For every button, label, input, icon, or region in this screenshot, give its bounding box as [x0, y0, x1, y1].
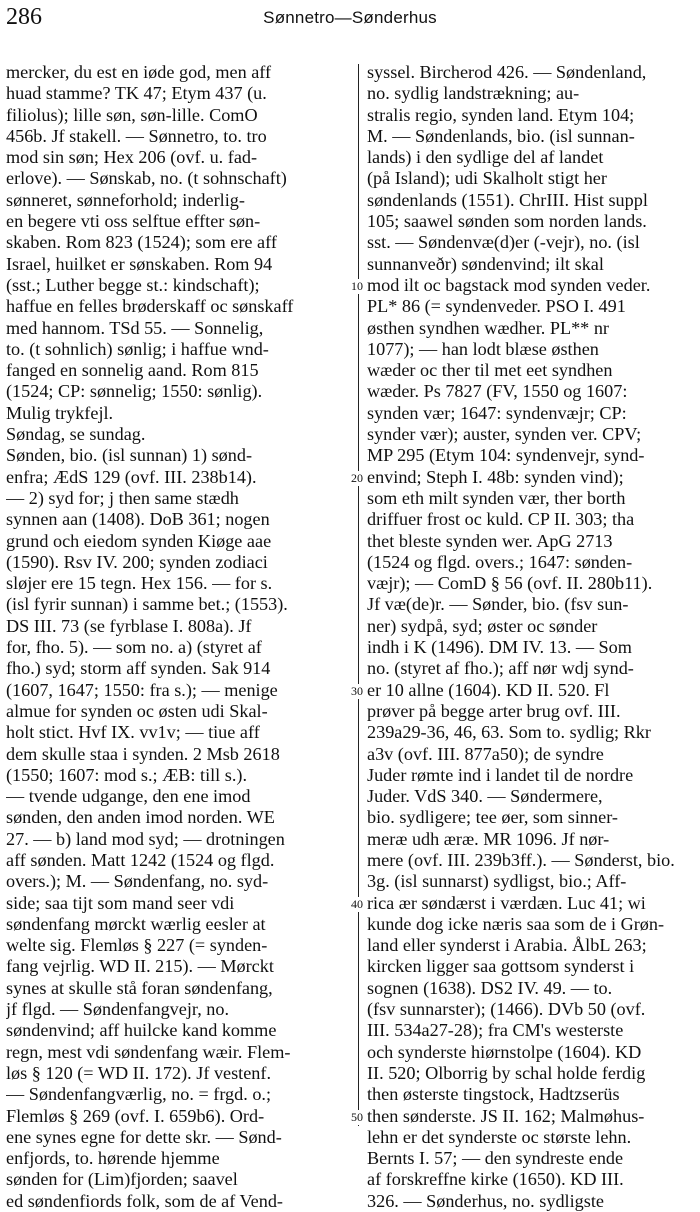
text-line: M. — Søndenlands, bio. (isl sunnan-: [367, 125, 635, 146]
text-line: stralis regio, synden land. Etym 104;: [367, 104, 635, 125]
text-line: thet bleste synden wer. ApG 2713: [367, 530, 613, 551]
text-line: Sønden, bio. (isl sunnan) 1) sønd-: [6, 445, 253, 466]
text-line: almue for synden oc østen udi Skal-: [6, 700, 268, 721]
text-line: sønneret, sønneforhold; inderlig-: [6, 189, 245, 210]
text-line: (på Island); udi Skalholt stigt her: [367, 168, 607, 189]
text-line: skaben. Rom 823 (1524); som ere aff: [6, 232, 277, 253]
text-line: driffuer frost oc kuld. CP II. 303; tha: [367, 509, 635, 530]
text-line: (1590). Rsv IV. 200; synden zodiaci: [6, 551, 268, 572]
text-line: rica ær søndærst i værdæn. Luc 41; wi: [367, 892, 646, 913]
text-line: overs.); M. — Søndenfang, no. syd-: [6, 871, 269, 892]
page-header: [0, 0, 700, 40]
text-line: envind; Steph I. 48b: synden vind);: [367, 466, 624, 487]
text-line: synder vær); auster, synden ver. CPV;: [367, 424, 642, 445]
text-line: Jf væ(de)r. — Sønder, bio. (fsv sun-: [367, 594, 629, 615]
text-line: lehn er det synderste oc største lehn.: [367, 1126, 632, 1147]
text-line: synden vær; 1647: syndenvæjr; CP:: [367, 402, 627, 423]
text-line: enfra; ÆdS 129 (ovf. III. 238b14).: [6, 466, 257, 487]
text-line: 239a29-36, 46, 63. Som to. sydlig; Rkr: [367, 722, 651, 743]
text-line: dem skulle staa i synden. 2 Msb 2618: [6, 743, 280, 764]
text-line: PL* 86 (= syndenveder. PSO I. 491: [367, 296, 626, 317]
text-line: then sønderste. JS II. 162; Malmøhus-: [367, 1105, 645, 1126]
text-line: land eller synderst i Arabia. ÅlbL 263;: [367, 935, 647, 956]
text-line: III. 534a27-28); fra CM's westerste: [367, 1020, 624, 1041]
text-line: enfjords, to. hørende hjemme: [6, 1148, 220, 1169]
text-line: filiolus); lille søn, søn-lille. ComO: [6, 104, 258, 125]
text-line: søndenvind; aff huilcke kand komme: [6, 1020, 277, 1041]
text-line: MP 295 (Etym 104: syndenvejr, synd-: [367, 445, 645, 466]
text-line: DS III. 73 (se fyrblase I. 808a). Jf: [6, 615, 252, 636]
text-line: indh i K (1496). DM IV. 13. — Som: [367, 637, 632, 658]
text-line: østhen syndhen wædher. PL** nr: [367, 317, 609, 338]
text-line: wæder oc ther til met eet syndhen: [367, 360, 613, 381]
text-line: ene synes egne for dette skr. — Sønd-: [6, 1126, 282, 1147]
text-line: fanged en sonnelig aand. Rom 815: [6, 360, 259, 381]
text-line: grund och eiedom synden Kiøge aae: [6, 530, 272, 551]
text-line: en begere vti oss selftue effter søn-: [6, 211, 261, 232]
text-line: a3v (ovf. III. 877a50); de syndre: [367, 743, 604, 764]
text-line: 27. — b) land mod syd; — drotningen: [6, 828, 285, 849]
text-line: (1607, 1647; 1550: fra s.); — menige: [6, 679, 278, 700]
text-line: bio. sydligere; tee øer, som sinner-: [367, 807, 618, 828]
text-line: kunde dog icke næris saa som de i Grøn-: [367, 913, 665, 934]
text-line: (1524 og flgd. overs.; 1647: sønden-: [367, 551, 633, 572]
margin-line-number: 30: [348, 684, 366, 699]
text-line: 456b. Jf stakell. — Sønnetro, to. tro: [6, 125, 267, 146]
margin-line-number: 50: [348, 1110, 366, 1125]
text-line: wæder. Ps 7827 (FV, 1550 og 1607:: [367, 381, 628, 402]
text-line: Juder rømte ind i landet til de nordre: [367, 764, 634, 785]
text-line: mere (ovf. III. 239b3ff.). — Sønderst, bio.: [367, 849, 675, 870]
text-line: haffue en felles brøderskaff oc sønskaff: [6, 296, 294, 317]
text-line: (fsv sunnarster); (1466). DVb 50 (ovf.: [367, 999, 646, 1020]
text-line: fho.) syd; storm aff synden. Sak 914: [6, 658, 271, 679]
text-line: 1077); — han lodt blæse østhen: [367, 338, 599, 359]
text-line: mercker, du est en iøde god, men aff: [6, 62, 272, 82]
text-line: no. sydlig landstrækning; au-: [367, 83, 580, 104]
text-line: then østerste tingstock, Hadtzserüs: [367, 1084, 620, 1105]
left-column: [6, 62, 346, 1212]
text-line: for, fho. 5). — som no. a) (styret af: [6, 637, 262, 658]
text-line: Søndag, se sundag.: [6, 424, 146, 445]
text-line: sønden for (Lim)fjorden; saavel: [6, 1169, 238, 1190]
text-line: søndenfang mørckt wærlig eesler at: [6, 913, 266, 934]
text-line: II. 520; Olborrig by schal holde ferdig: [367, 1062, 646, 1083]
text-line: — Søndenfangværlig, no. = frgd. o.;: [6, 1084, 272, 1105]
text-line: prøver på begge arter brug ovf. III.: [367, 700, 621, 721]
text-line: 3g. (isl sunnarst) sydligst, bio.; Aff-: [367, 871, 627, 892]
text-line: ed søndenfiords folk, som de af Vend-: [6, 1190, 283, 1211]
text-line: er 10 allne (1604). KD II. 520. Fl: [367, 679, 610, 700]
text-line: Bernts I. 57; — den syndreste ende: [367, 1148, 624, 1169]
text-line: af forskreffne kirke (1650). KD III.: [367, 1169, 624, 1190]
text-line: sst. — Søndenvæ(d)er (-vejr), no. (isl: [367, 232, 640, 253]
page-number: 286: [6, 4, 42, 30]
text-line: to. (t sohnlich) sønlig; i haffue wnd-: [6, 338, 269, 359]
running-title: Sønnetro—Sønderhus: [263, 8, 437, 27]
right-column: [367, 62, 693, 1212]
text-line: mod sin søn; Hex 206 (ovf. u. fad-: [6, 147, 258, 168]
margin-line-number: 20: [348, 471, 366, 486]
text-line: synes at skulle stå foran søndenfang,: [6, 977, 273, 998]
text-line: Juder. VdS 340. — Søndermere,: [367, 786, 603, 807]
margin-line-number: 40: [348, 897, 366, 912]
text-line: kircken ligger saa gottsom synderst i: [367, 956, 635, 977]
margin-line-number: 10: [348, 279, 366, 294]
column-divider: [358, 64, 359, 1126]
text-line: erlove). — Sønskab, no. (t sohnschaft): [6, 168, 287, 189]
text-line: syssel. Bircherod 426. — Søndenland,: [367, 62, 647, 82]
text-line: løs § 120 (= WD II. 172). Jf vestenf.: [6, 1062, 272, 1083]
text-line: no. (styret af fho.); aff nør wdj synd-: [367, 658, 634, 679]
text-line: lands) i den sydlige del af landet: [367, 147, 604, 168]
text-line: 326. — Sønderhus, no. sydligste: [367, 1190, 604, 1211]
text-line: mod ilt oc bagstack mod synden veder.: [367, 274, 651, 295]
text-line: regn, mest vdi søndenfang wæir. Flem-: [6, 1041, 291, 1062]
text-line: (1524; CP: sønnelig; 1550: sønlig).: [6, 381, 263, 402]
text-line: huad stamme? TK 47; Etym 437 (u.: [6, 83, 267, 104]
text-line: Mulig trykfejl.: [6, 402, 114, 423]
text-line: sønden, den anden imod norden. WE: [6, 807, 275, 828]
text-line: (isl fyrir sunnan) i samme bet.; (1553).: [6, 594, 288, 615]
text-line: (sst.; Luther begge st.: kindschaft);: [6, 274, 260, 295]
text-line: side; saa tijt som mand seer vdi: [6, 892, 235, 913]
text-line: som eth milt synden vær, ther borth: [367, 487, 626, 508]
text-line: Israel, huilket er sønskaben. Rom 94: [6, 253, 273, 274]
text-line: sløjer ere 15 tegn. Hex 156. — for s.: [6, 573, 273, 594]
text-line: aff sønden. Matt 1242 (1524 og flgd.: [6, 849, 275, 870]
text-line: holt stict. Hvf IX. vv1v; — tiue aff: [6, 722, 260, 743]
text-line: — 2) syd for; j then same stædh: [6, 487, 239, 508]
text-line: væjr); — ComD § 56 (ovf. II. 280b11).: [367, 573, 653, 594]
text-line: meræ udh æræ. MR 1096. Jf nør-: [367, 828, 610, 849]
text-line: søndenlands (1551). ChrIII. Hist suppl: [367, 189, 648, 210]
text-line: med hannom. TSd 55. — Sonnelig,: [6, 317, 264, 338]
text-line: synnen aan (1408). DoB 361; nogen: [6, 509, 270, 530]
text-line: ner) sydpå, syd; øster oc sønder: [367, 615, 598, 636]
text-line: sognen (1638). DS2 IV. 49. — to.: [367, 977, 613, 998]
text-line: — tvende udgange, den ene imod: [6, 786, 251, 807]
text-line: sunnanveðr) søndenvind; ilt skal: [367, 253, 604, 274]
text-line: fang vejrlig. WD II. 215). — Mørckt: [6, 956, 274, 977]
text-line: och synderste hiørnstolpe (1604). KD: [367, 1041, 642, 1062]
text-line: 105; saawel sønden som norden lands.: [367, 211, 647, 232]
text-line: (1550; 1607: mod s.; ÆB: till s.).: [6, 764, 248, 785]
text-line: Flemløs § 269 (ovf. I. 659b6). Ord-: [6, 1105, 265, 1126]
text-line: welte sig. Flemløs § 227 (= synden-: [6, 935, 268, 956]
text-line: jf flgd. — Søndenfangvejr, no.: [6, 999, 230, 1020]
